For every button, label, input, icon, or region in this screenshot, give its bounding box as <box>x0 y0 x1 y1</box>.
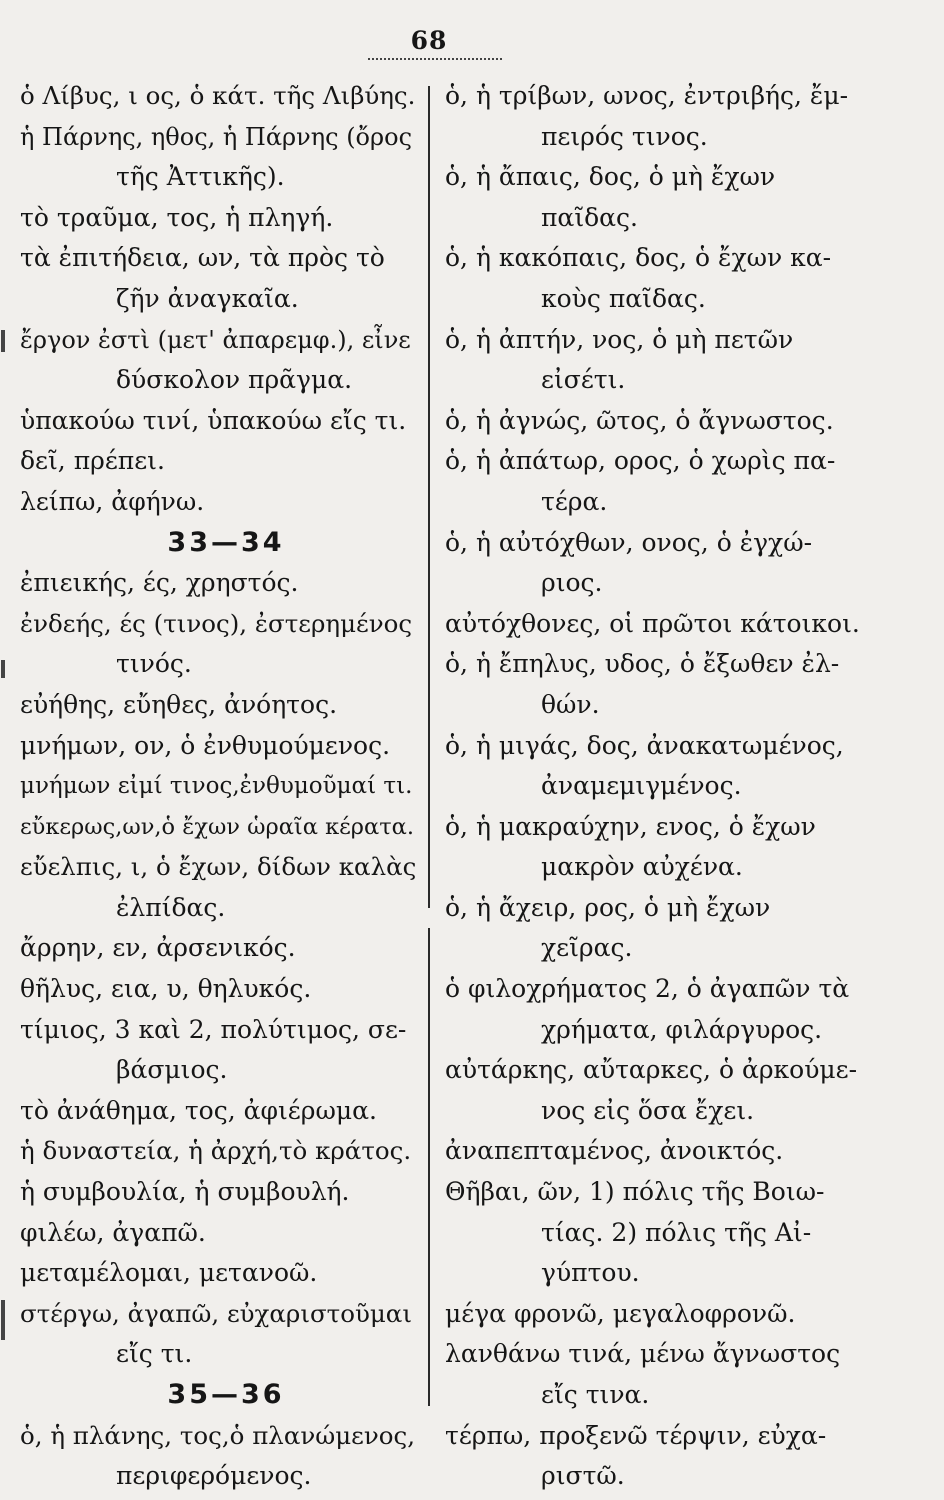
dictionary-entry: ἡ συμβουλία, ἡ συμβουλή. <box>20 1177 350 1207</box>
dictionary-entry: ἔργον ἐστὶ (μετ' ἀπαρεμφ.), εἶνε <box>20 325 411 354</box>
right-column <box>445 76 925 1497</box>
dictionary-entry: τέρπω, προξενῶ τέρψιν, εὐχα- <box>445 1420 827 1450</box>
entry-continuation: γύπτου. <box>541 1258 640 1288</box>
entry-continuation: δύσκολον πρᾶγμα. <box>116 365 353 395</box>
entry-continuation: τινός. <box>116 649 192 679</box>
column-divider-upper <box>428 86 430 908</box>
dictionary-entry: τίμιος, 3 καὶ 2, πολύτιμος, σε- <box>20 1014 407 1044</box>
left-edge-mark <box>1 1300 5 1340</box>
dictionary-entry: στέργω, ἀγαπῶ, εὐχαριστοῦμαι <box>20 1298 412 1328</box>
dictionary-entry: φιλέω, ἀγαπῶ. <box>20 1217 206 1247</box>
page-number: 68 <box>410 26 448 55</box>
entry-continuation: ριος. <box>541 568 603 598</box>
dictionary-entry: ὁ, ἡ μιγάς, δος, ἀνακατωμένος, <box>445 730 844 760</box>
dictionary-entry: ὁ, ἡ αὐτόχθων, ονος, ὁ ἐγχώ- <box>445 527 813 557</box>
entry-continuation: τέρα. <box>541 486 608 516</box>
dictionary-entry: Θῆβαι, ῶν, 1) πόλις τῆς Βοιω- <box>445 1177 825 1207</box>
dictionary-entry: ὁ, ἡ τρίβων, ωνος, ἐντριβής, ἔμ- <box>445 81 849 110</box>
entry-continuation: βάσμιος. <box>116 1055 228 1085</box>
dictionary-entry: ὁ, ἡ μακραύχην, ενος, ὁ ἔχων <box>445 811 816 841</box>
dictionary-entry: δεῖ, πρέπει. <box>20 446 165 476</box>
dictionary-entry: ὁ φιλοχρήματος 2, ὁ ἀγαπῶν τὰ <box>445 974 850 1004</box>
header-rule <box>368 58 502 60</box>
dictionary-entry: ὁ, ἡ ἀπάτωρ, ορος, ὁ χωρὶς πα- <box>445 446 836 476</box>
dictionary-entry: θῆλυς, εια, υ, θηλυκός. <box>20 974 312 1004</box>
entry-continuation: πειρός τινος. <box>541 121 708 151</box>
entry-continuation: ἐλπίδας. <box>116 892 226 922</box>
dictionary-entry: ὁ, ἡ ἄπαις, δος, ὁ μὴ ἔχων <box>445 162 776 192</box>
entry-continuation: ριστῶ. <box>541 1461 625 1491</box>
entry-continuation: εἴς τινα. <box>541 1380 650 1409</box>
dictionary-entry: εὐήθης, εὔηθες, ἀνόητος. <box>20 689 338 719</box>
dictionary-entry: ἡ δυναστεία, ἡ ἀρχή,τὸ κράτος. <box>20 1136 412 1166</box>
dictionary-entry: εὔελπις, ι, ὁ ἔχων, δίδων καλὰς <box>20 852 417 882</box>
dictionary-entry: ἀναπεπταμένος, ἀνοικτός. <box>445 1136 784 1166</box>
dictionary-entry: μνήμων, ον, ὁ ἐνθυμούμενος. <box>20 730 391 760</box>
dictionary-entry: ἡ Πάρνης, ηθος, ἡ Πάρνης (ὄρος <box>20 122 413 151</box>
entry-continuation: τίας. 2) πόλις τῆς Αἰ- <box>541 1217 812 1247</box>
dictionary-entry: λείπω, ἀφήνω. <box>20 486 205 516</box>
entry-continuation: εἴς τι. <box>116 1339 193 1369</box>
dictionary-entry: ὁ, ἡ ἀπτήν, νος, ὁ μὴ πετῶν <box>445 324 794 354</box>
dictionary-entry: ὁ, ἡ πλάνης, τος,ὁ πλανώμενος, <box>20 1420 416 1450</box>
entry-continuation: μακρὸν αὐχένα. <box>541 852 743 882</box>
entry-continuation: περιφερόμενος. <box>116 1461 312 1491</box>
dictionary-entry: τὸ ἀνάθημα, τος, ἀφιέρωμα. <box>20 1095 377 1125</box>
dictionary-entry: εὔκερως,ων,ὁ ἔχων ὡραῖα κέρατα. <box>20 813 415 840</box>
dictionary-entry: τὰ ἐπιτήδεια, ων, τὰ πρὸς τὸ <box>20 243 385 273</box>
dictionary-entry: ὁ, ἡ κακόπαις, δος, ὁ ἔχων κα- <box>445 243 832 273</box>
dictionary-entry: ἄρρην, εν, ἀρσενικός. <box>20 933 296 963</box>
dictionary-entry: ὁ, ἡ ἀγνώς, ῶτος, ὁ ἄγνωστος. <box>445 405 834 435</box>
dictionary-entry: μνήμων εἰμί τινος,ἐνθυμοῦμαί τι. <box>20 773 413 800</box>
dictionary-entry: ἐνδεής, ές (τινος), ἐστερημένος <box>20 608 413 638</box>
dictionary-entry: ὁ, ἡ ἔπηλυς, υδος, ὁ ἔξωθεν ἐλ- <box>445 649 840 679</box>
entry-continuation: νος εἰς ὅσα ἔχει. <box>541 1095 755 1125</box>
section-heading: 33—34 <box>167 526 285 558</box>
entry-continuation: εἰσέτι. <box>541 365 626 395</box>
dictionary-entry: λανθάνω τινά, μένω ἄγνωστος <box>445 1339 841 1369</box>
dictionary-entry: ἐπιεικής, ές, χρηστός. <box>20 568 299 598</box>
dictionary-entry: ὁ, ἡ ἄχειρ, ρος, ὁ μὴ ἔχων <box>445 892 771 922</box>
dictionary-entry: αὐτόχθονες, οἱ πρῶτοι κάτοικοι. <box>445 608 860 638</box>
entry-continuation: ἀναμεμιγμένος. <box>541 771 742 801</box>
entry-continuation: παῖδας. <box>541 202 638 232</box>
column-divider-lower <box>428 928 430 1406</box>
left-edge-mark <box>1 660 5 678</box>
entry-continuation: ζῆν ἀναγκαῖα. <box>116 283 299 313</box>
dictionary-entry: ὑπακούω τινί, ὑπακούω εἴς τι. <box>20 405 407 435</box>
dictionary-entry: αὐτάρκης, αὔταρκες, ὁ ἀρκούμε- <box>445 1055 858 1085</box>
entry-continuation: θών. <box>541 689 600 719</box>
dictionary-entry: τὸ τραῦμα, τος, ἡ πληγή. <box>20 202 334 232</box>
entry-continuation: κοὺς παῖδας. <box>541 283 706 313</box>
dictionary-entry: ὁ Λίβυς, ι ος, ὁ κάτ. τῆς Λιβύης. <box>20 81 416 110</box>
left-edge-mark <box>1 330 5 352</box>
entry-continuation: τῆς Ἀττικῆς). <box>116 162 285 192</box>
dictionary-entry: μέγα φρονῶ, μεγαλοφρονῶ. <box>445 1298 796 1328</box>
entry-continuation: χρήματα, φιλάργυρος. <box>541 1014 823 1044</box>
left-column <box>20 76 418 1497</box>
entry-continuation: χεῖρας. <box>541 933 633 963</box>
dictionary-entry: μεταμέλομαι, μετανοῶ. <box>20 1258 318 1288</box>
section-heading: 35—36 <box>167 1379 285 1410</box>
